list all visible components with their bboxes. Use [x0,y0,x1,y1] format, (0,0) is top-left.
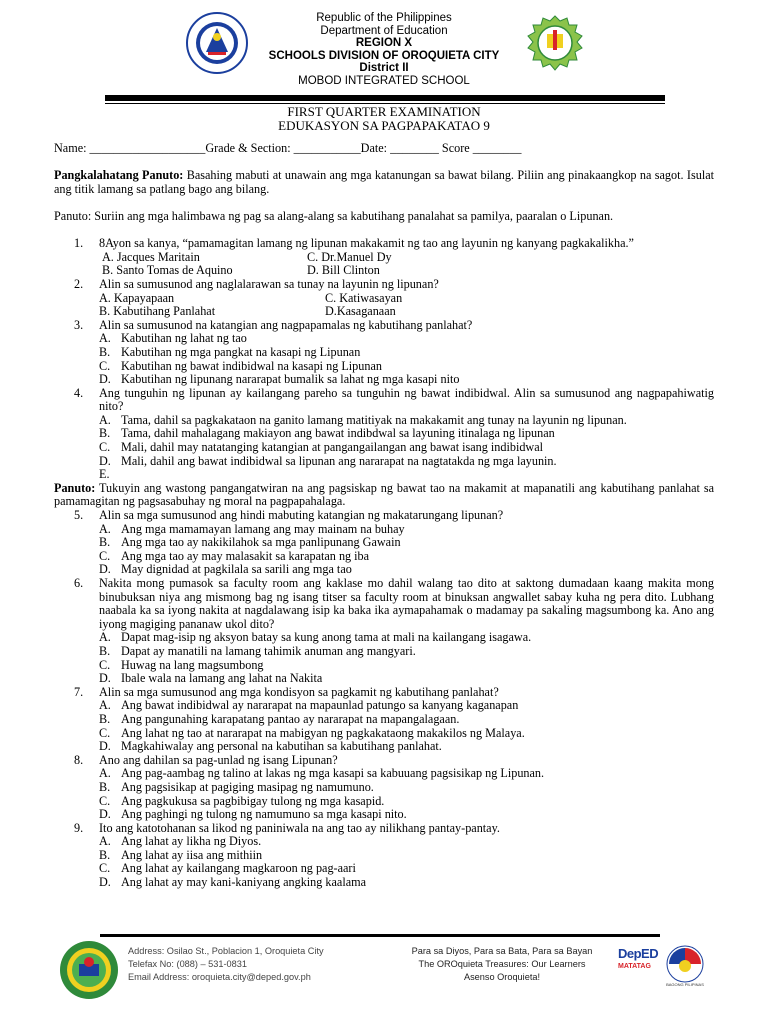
department-line: Department of Education [320,24,448,37]
option: B. Ang mga tao ay nakikilahok sa mga panlipunang Gawain [99,535,401,550]
general-instructions-text: Basahing mabuti at unawain ang mga katanungan sa bawat bilang. Piliin ang pinakaangkop na sagot. Isulat ang titik lamang sa patlang bago ang bilang. [54,168,715,196]
option: C. Kabutihan ng bawat indibidwal na kasapi ng Lipunan [99,358,382,373]
option: B. Ang pangunahing karapatang pantao ay nararapat na mapangalagaan. [99,711,460,726]
question-text: Alin sa mga sumusunod ang hindi mabuting katangian ng makatarungang lipunan? [99,508,504,523]
option: A. Kabutihan ng lahat ng tao [99,331,247,346]
footer-rule [100,934,660,937]
division-line: SCHOOLS DIVISION OF OROQUIETA CITY [268,49,500,62]
question-text: Ito ang katotohanan sa likod ng paniniwala na ang tao ay nilikhang pantay-pantay. [99,820,500,835]
question-6: 6. Nakita mong pumasok sa faculty room ang kaklase mo dahil walang tao dito at saktong dumadaan kaang makita mong binubuksan niya ang mismong bag ng isang titser sa faculty room at binuksan angwallet sabay kuha ng pera dito. Lubhang naabala ka sa iyong nakita at nagdalawang isip ka baka ika aymapahamak o madamay pa sakaling magsumbong ka. Ano ang iyong magiging pananaw ukol dito? [74,576,714,631]
option: A. Ang mga mamamayan lamang ang may mainam na buhay [99,521,405,536]
option: C. Katiwasayan [325,290,403,305]
deped-matatag-logo [618,946,658,970]
region-line: REGION X [355,37,413,49]
matatag-text: MATATAG [618,963,651,970]
part2-instructions [54,482,714,509]
letterhead [0,12,768,87]
option: C. Ang lahat ay kailangang magkaroon ng pag-aari [99,861,356,876]
motto-line-3: Asenso Oroquieta! [463,972,541,982]
option: B. Kabutihang Panlahat [99,304,216,319]
division-seal-icon [58,940,120,1005]
student-info-line: Name: ___________________Grade & Section: ___________Date: ________ Score ________ [54,141,522,155]
option: B. Santo Tomas de Aquino [102,263,233,278]
contact-info [128,945,324,984]
general-instructions [54,169,714,196]
option: D. Mali, dahil ang bawat indibidwal sa lipunan ang nararapat na nagtatakda ng mga layunin. [99,453,557,468]
bagong-pilipinas-logo [664,944,706,993]
motto-line-1: Para sa Diyos, Para sa Bata, Para sa Bayan [411,946,593,956]
question-2-options-row2 [54,305,714,319]
option: B. Ang pagsisikap at pagiging masipag ng namumuno. [99,779,374,794]
address-text: Address: Osilao St., Poblacion 1, Oroquieta City [128,946,324,956]
option: D. Ibale wala na lamang ang lahat na Nakita [99,671,323,686]
option: C. Mali, dahil may natatanging katangian at pangangailangan ang bawat isang indibidwal [99,440,544,455]
republic-line: Republic of the Philippines [316,12,452,24]
motto-line-2: The OROquieta Treasures: Our Learners [418,959,586,969]
part2-instructions-text: Tukuyin ang wastong pangangatwiran na ang pagsiskap ng bawat tao na makamit at mapanatili ang kabutihang panlahat sa pamamagitan ng pagsasabuhay ng moral na pagpapahalaga. [54,480,714,509]
exam-title: FIRST QUARTER EXAMINATION [287,104,481,119]
question-text: Nakita mong pumasok sa faculty room ang kaklase mo dahil walang tao dito at saktong dumadaan kaang makita mong binubuksan niya ang mismong bag ng isang titser sa faculty room at binuksan angwallet sabay kuha ng pera dito. Lubhang naabala ka sa iyong nakita at nagdalawang isip ka baka ika aymapahamak o madamay pa sakaling magsumbong ka. Ano ang iyong magiging pananaw ukol dito? [99,576,714,631]
option: C. Huwag na lang magsumbong [99,657,264,672]
question-7: 7. Alin sa mga sumusunod ang mga kondisyon sa pagkamit ng kabutihang panlahat? [74,684,499,699]
question-1: 1. 8Ayon sa kanya, “pamamagitan lamang ng lipunan makakamit ng tao ang layunin ng kanyang pagkakalikha.” [74,236,634,251]
question-2-options-row1 [54,292,714,306]
option: B. Kabutihan ng mga pangkat na kasapi ng Lipunan [99,344,361,359]
question-1-options-row2 [54,264,714,278]
option: D. Magkahiwalay ang personal na kabutihan sa kabutihang panlahat. [99,739,442,754]
option: B. Tama, dahil mahalagang makiayon ang bawat indibdwal sa layuning itinalaga ng lipunan [99,426,555,441]
email-text: Email Address: oroquieta.city@deped.gov.ph [128,972,311,982]
question-1-options-row1 [54,251,714,265]
option: D. Kabutihan ng lipunang nararapat bumalik sa lahat ng mga kasapi nito [99,372,460,387]
option: D. Ang paghingi ng tulong ng namumuno sa mga kasapi nito. [99,807,407,822]
option: A. Ang lahat ay likha ng Diyos. [99,834,262,849]
exam-body [54,142,714,890]
part2-instructions-label: Panuto: [54,480,96,495]
option: A. Ang bawat indibidwal ay nararapat na mapaunlad patungo sa kanyang kaganapan [99,698,519,713]
question-5: 5. Alin sa mga sumusunod ang hindi mabuting katangian ng makatarungang lipunan? [74,508,504,523]
deped-logo-text: DepED [618,946,659,961]
question-9: 9. Ito ang katotohanan sa likod ng paniniwala na ang tao ay nilikhang pantay-pantay. [74,820,500,835]
option: B. Dapat ay manatili na lamang tahimik anuman ang mangyari. [99,643,416,658]
question-text: Alin sa mga sumusunod ang mga kondisyon sa pagkamit ng kabutihang panlahat? [99,684,499,699]
option: C. Ang pagkukusa sa pagbibigay tulong ng mga kasapid. [99,793,385,808]
option: E. [99,467,110,482]
question-text: Ano ang dahilan sa pag-unlad ng isang Lipunan? [99,752,338,767]
option: A. Tama, dahil sa pagkakataon na ganito lamang matitiyak na makakamit ang tunay na layunin ng lipunan. [99,412,627,427]
telefax-text: Telefax No: (088) – 531-0831 [128,959,248,969]
option: A. Kapayapaan [99,290,175,305]
option: A. Jacques Maritain [102,249,200,264]
option: D. Ang lahat ay may kani-kaniyang angking kaalama [99,875,367,890]
header-rule [105,95,665,101]
option: D.Kasaganaan [325,304,396,319]
question-text: 8Ayon sa kanya, “pamamagitan lamang ng lipunan makakamit ng tao ang layunin ng kanyang pagkakalikha.” [99,236,634,251]
option: D. May dignidad at pagkilala sa sarili ang mga tao [99,562,352,577]
district-line: District II [359,62,409,74]
question-text: Alin sa sumusunod ang naglalarawan sa tunay na layunin ng lipunan? [99,276,439,291]
exam-subject: EDUKASYON SA PAGPAPAKATAO 9 [278,118,490,133]
option: C. Dr.Manuel Dy [307,249,392,264]
option: A. Dapat mag-isip ng aksyon batay sa kung anong tama at mali na kailangang isagawa. [99,630,532,645]
question-3: 3. Alin sa sumusunod na katangian ang nagpapamalas ng kabutihang panlahat? [74,317,473,332]
option: C. Ang mga tao ay may malasakit sa karapatan ng iba [99,548,370,563]
school-line: MOBOD INTEGRATED SCHOOL [298,74,470,87]
question-2: 2. Alin sa sumusunod ang naglalarawan sa tunay na layunin ng lipunan? [74,276,439,291]
question-4: 4. Ang tunguhin ng lipunan ay kailangang pareho sa tunguhin ng bawat indibidwal. Alin sa sumusunod ang nagpapahiwatig nito? [74,385,714,414]
option: D. Bill Clinton [307,263,380,278]
question-8: 8. Ano ang dahilan sa pag-unlad ng isang Lipunan? [74,752,338,767]
question-text: Alin sa sumusunod na katangian ang nagpapamalas ng kabutihang panlahat? [99,317,473,332]
part1-instructions: Panuto: Suriin ang mga halimbawa ng pag sa alang-alang sa kabutihang panalahat sa pamilya, paaralan o Lipunan. [54,208,614,223]
mottos [392,945,612,984]
option: C. Ang lahat ng tao at nararapat na mabigyan ng pagkakataong makakilos ng Malaya. [99,725,525,740]
option: B. Ang lahat ay iisa ang mithiin [99,847,263,862]
bagong-pilipinas-text: BAGONG PILIPINAS [666,982,704,987]
general-instructions-label: Pangkalahatang Panuto: [54,168,184,183]
option: A. Ang pag-aambag ng talino at lakas ng mga kasapi sa kabuuang pagsisikap ng Lipunan. [99,766,545,781]
question-text: Ang tunguhin ng lipunan ay kailangang pareho sa tunguhin ng bawat indibidwal. Alin sa sumusunod ang nagpapahiwatig nito? [99,385,714,414]
